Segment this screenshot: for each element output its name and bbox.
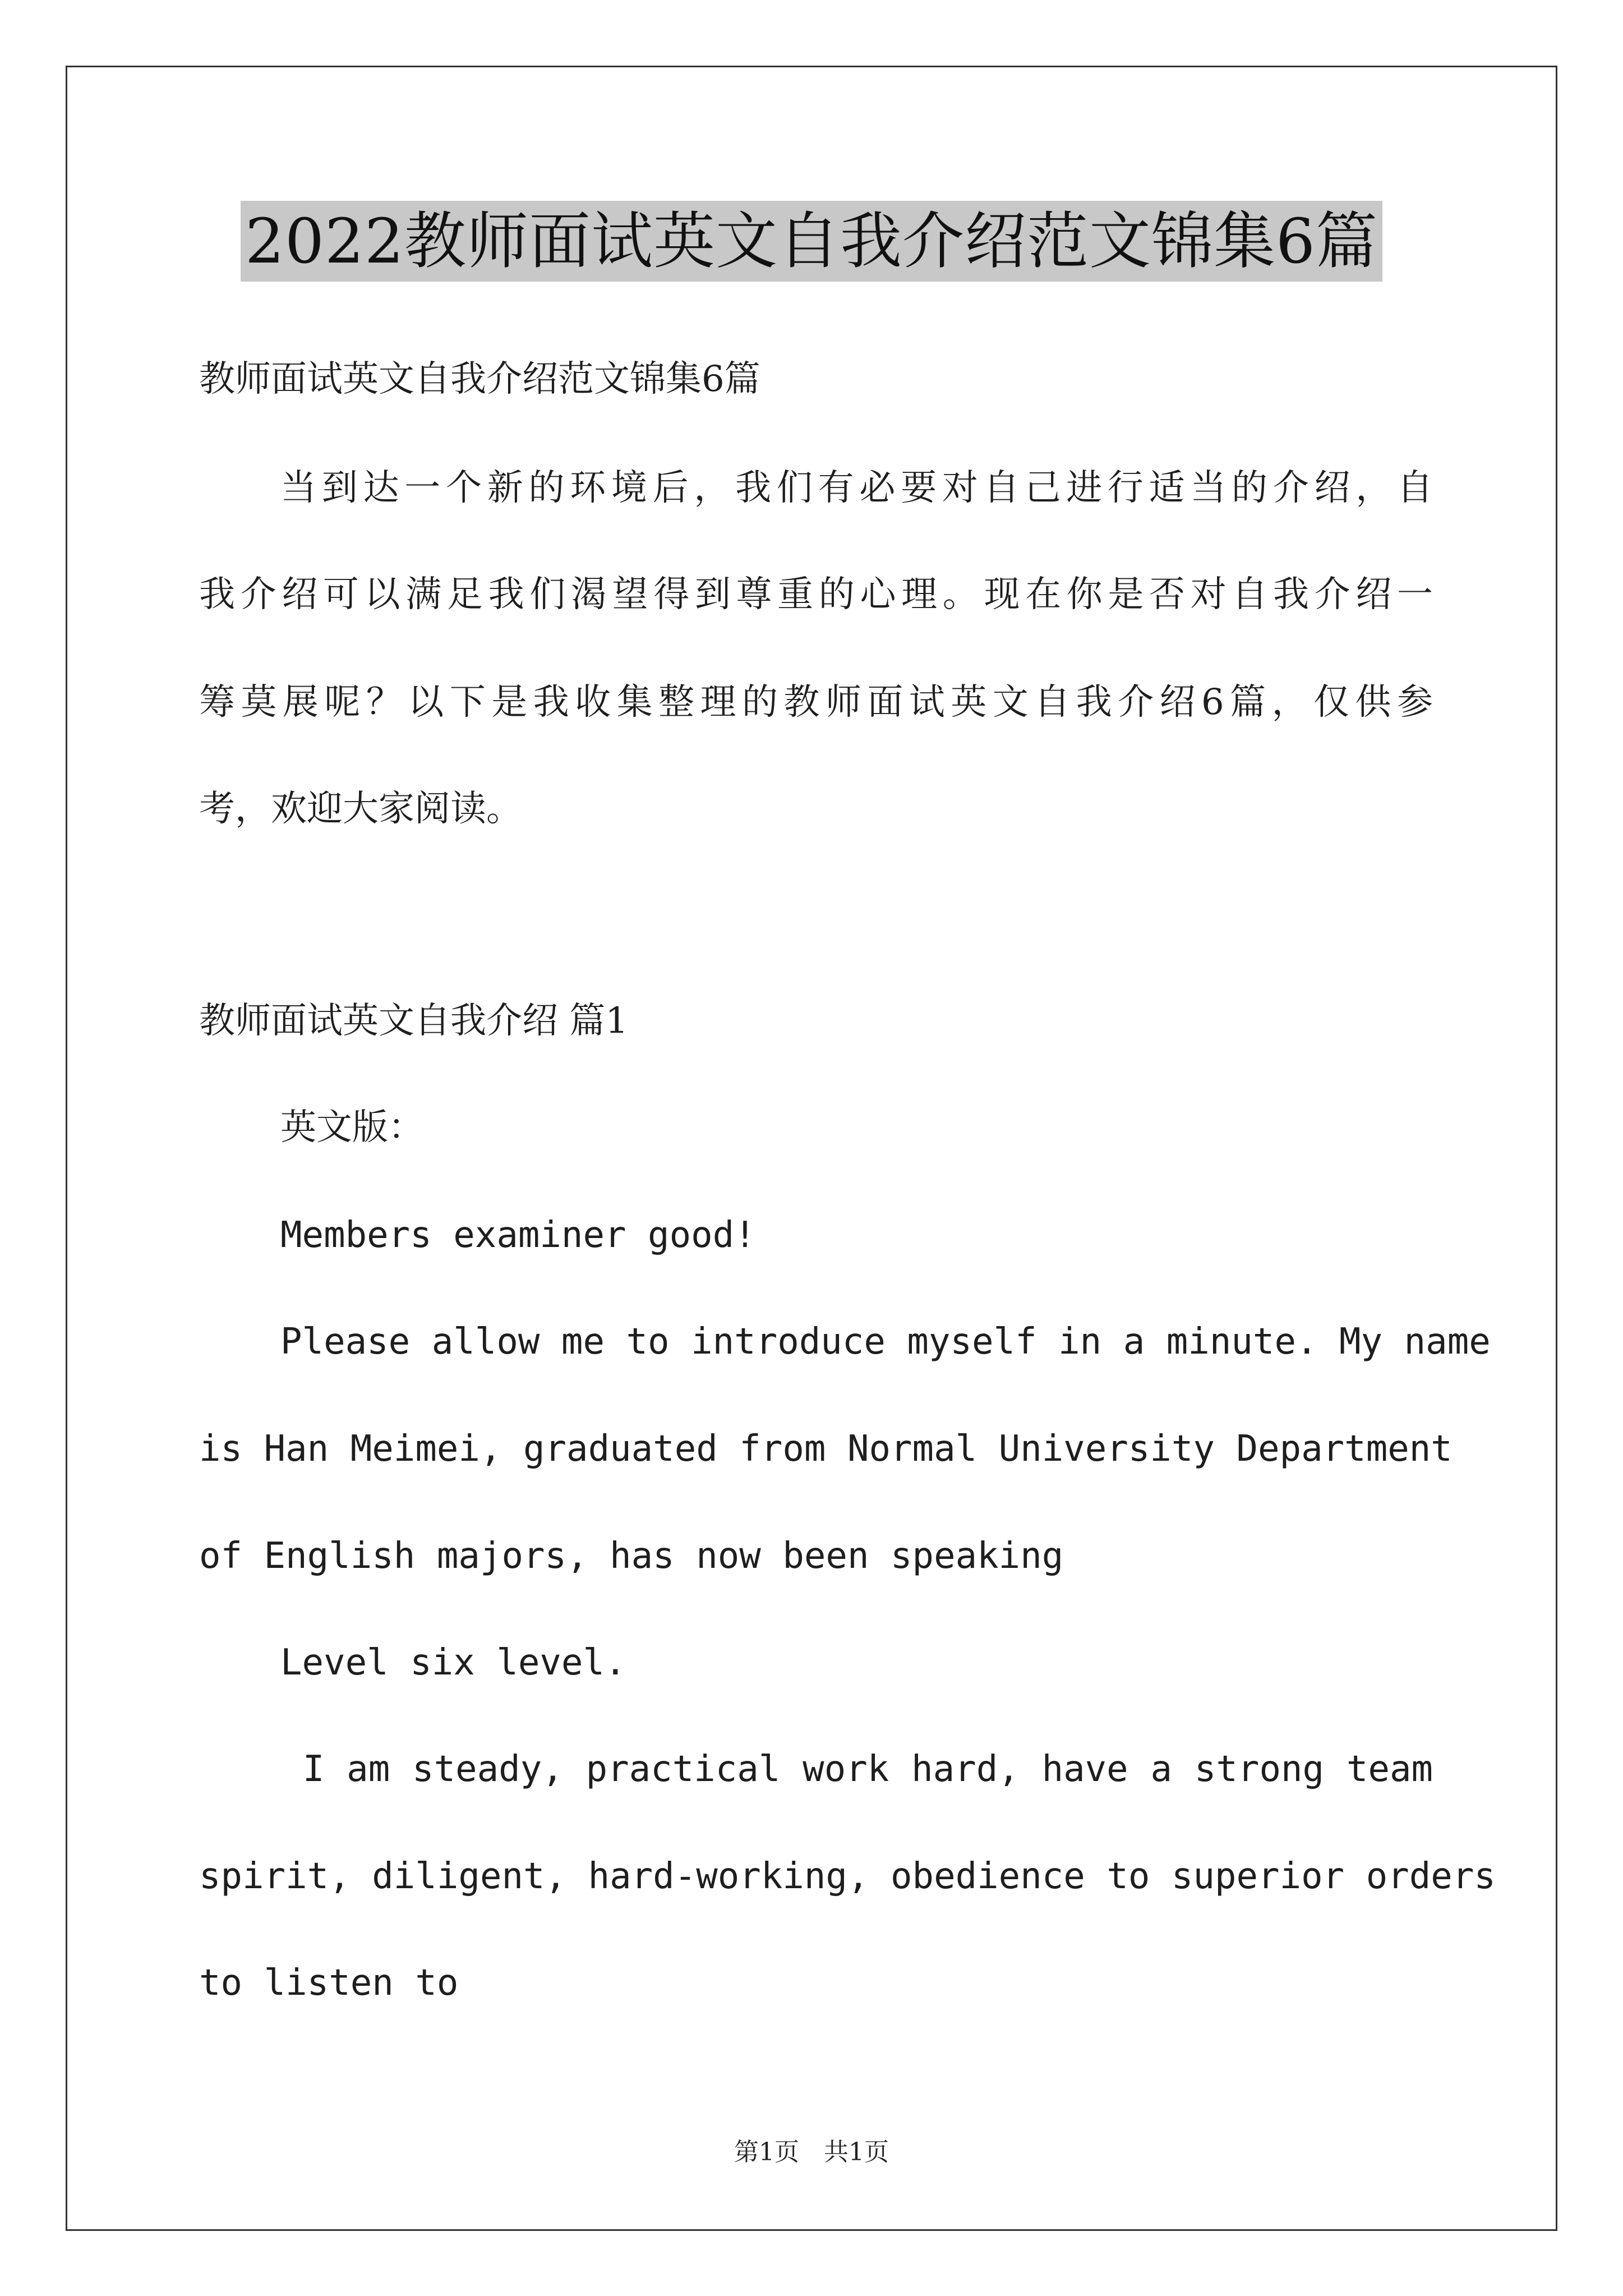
- english-label: 英文版：: [280, 1107, 424, 1148]
- intro-line: 我介绍可以满足我们渴望得到尊重的心理。现在你是否对自我介绍一: [199, 574, 1433, 615]
- intro-line: 考，欢迎大家阅读。: [199, 788, 522, 830]
- intro-line: 当到达一个新的环境后，我们有必要对自己进行适当的介绍，自: [280, 467, 1433, 509]
- body-line: Please allow me to introduce myself in a minute. My name: [280, 1321, 1491, 1363]
- intro-line: 筹莫展呢？以下是我收集整理的教师面试英文自我介绍6篇，仅供参: [199, 682, 1433, 723]
- body-line: Members examiner good!: [280, 1214, 756, 1256]
- title-container: [0, 201, 1623, 282]
- section-heading: 教师面试英文自我介绍 篇1: [199, 1000, 629, 1042]
- body-line: is Han Meimei, graduated from Normal University Department: [199, 1428, 1453, 1470]
- body-line: of English majors, has now been speaking: [199, 1535, 1064, 1577]
- document-subtitle: 教师面试英文自我介绍范文锦集6篇: [199, 358, 760, 400]
- body-line: to listen to: [199, 1962, 459, 2004]
- page-footer: 第1页 共1页: [734, 2138, 889, 2166]
- body-line: I am steady, practical work hard, have a strong team: [280, 1749, 1433, 1790]
- body-line: spirit, diligent, hard-working, obedience to superior orders: [199, 1856, 1496, 1897]
- document-title: 2022教师面试英文自我介绍范文锦集6篇: [241, 201, 1382, 282]
- body-line: Level six level.: [280, 1642, 626, 1683]
